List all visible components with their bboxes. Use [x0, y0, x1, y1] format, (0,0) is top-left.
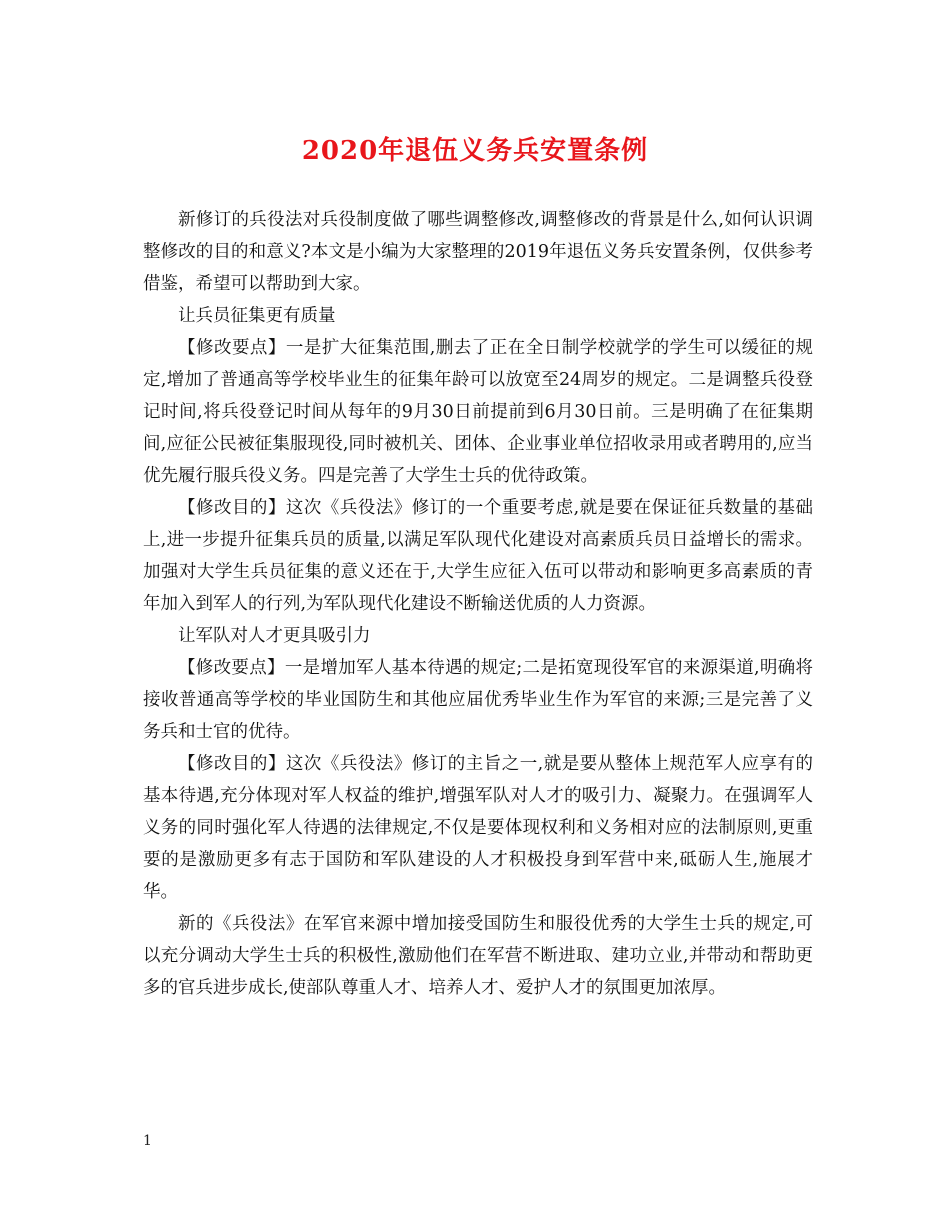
- page-number: 1: [143, 1133, 152, 1149]
- paragraph-intro: 新修订的兵役法对兵役制度做了哪些调整修改,调整修改的背景是什么,如何认识调整修改的目的和意义?本文是小编为大家整理的2019年退伍义务兵安置条例，仅供参考借鉴，希望可以帮助到大家。: [143, 210, 813, 294]
- section-heading-talent-attraction: 让军队对人才更具吸引力: [178, 626, 371, 646]
- document-body: [143, 204, 813, 1004]
- paragraph-revision-purpose-2: 【修改目的】这次《兵役法》修订的主旨之一,就是要从整体上规范军人应享有的基本待遇,充分体现对军人权益的维护,增强军队对人才的吸引力、凝聚力。在强调军人义务的同时强化军人待遇的法律规定,不仅是要体现权利和义务相对应的法制原则,更重要的是激励更多有志于国防和军队建设的人才积极投身到军营中来,砥砺人生,施展才华。: [143, 754, 813, 902]
- paragraph-revision-points-2: 【修改要点】一是增加军人基本待遇的规定;二是拓宽现役军官的来源渠道,明确将接收普通高等学校的毕业国防生和其他应届优秀毕业生作为军官的来源;三是完善了义务兵和士官的优待。: [143, 658, 813, 742]
- paragraph-revision-points-1: 【修改要点】一是扩大征集范围,删去了正在全日制学校就学的学生可以缓征的规定,增加了普通高等学校毕业生的征集年龄可以放宽至24周岁的规定。二是调整兵役登记时间,将兵役登记时间从每年的9月30日前提前到6月30日前。三是明确了在征集期间,应征公民被征集服现役,同时被机关、团体、企业事业单位招收录用或者聘用的,应当优先履行服兵役义务。四是完善了大学生士兵的优待政策。: [143, 338, 813, 486]
- paragraph-revision-purpose-1: 【修改目的】这次《兵役法》修订的一个重要考虑,就是要在保证征兵数量的基础上,进一步提升征集兵员的质量,以满足军队现代化建设对高素质兵员日益增长的需求。加强对大学生兵员征集的意义还在于,大学生应征入伍可以带动和影响更多高素质的青年加入到军人的行列,为军队现代化建设不断输送优质的人力资源。: [143, 498, 813, 614]
- section-heading-recruitment-quality: 让兵员征集更有质量: [178, 306, 336, 326]
- document-title: 2020年退伍义务兵安置条例: [301, 136, 649, 166]
- paragraph-officer-sources: 新的《兵役法》在军官来源中增加接受国防生和服役优秀的大学生士兵的规定,可以充分调动大学生士兵的积极性,激励他们在军营不断进取、建功立业,并带动和帮助更多的官兵进步成长,使部队尊重人才、培养人才、爱护人才的氛围更加浓厚。: [143, 914, 813, 998]
